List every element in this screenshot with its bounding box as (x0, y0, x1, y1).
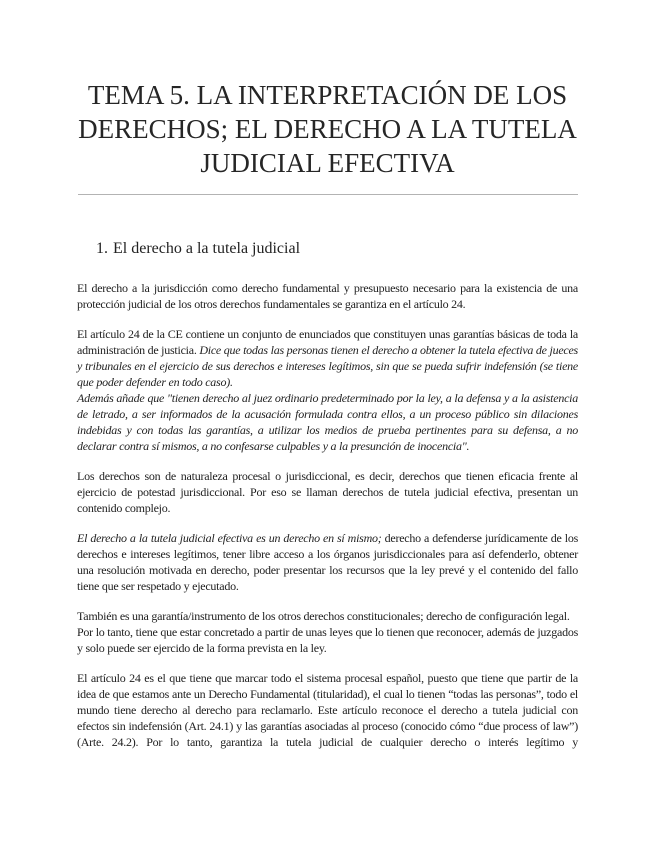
document-body (77, 280, 578, 764)
paragraph-3 (77, 468, 578, 516)
section-heading (96, 239, 300, 259)
paragraph-text: También es una garantía/instrumento de los otros derechos constitucionales; derecho de configuración legal. (77, 609, 570, 623)
paragraph-text: El artículo 24 de la CE contiene un conjunto de enunciados que constituyen unas garantías básicas de toda la administración de justicia. (77, 327, 578, 357)
paragraph-4 (77, 530, 578, 594)
title-line-2: DERECHOS; EL DERECHO A LA TUTELA (78, 114, 577, 144)
italic-quote-text: Además añade que "tienen derecho al juez ordinario predeterminado por la ley, a la defensa y a la asistencia de letrado, a ser informados de la acusación formulada contra ellos, a un proceso público sin dilaciones indebidas y con todas las garantías, a utilizar los medios de prueba pertinentes para su defensa, a no declarar contra sí mismos, a no confesarse culpables y a la presunción de inocencia". (77, 391, 578, 453)
paragraph-text: El artículo 24 es el que tiene que marcar todo el sistema procesal español, puesto que tiene que partir de la idea de que estamos ante un Derecho Fundamental (titularidad), el cual lo tienen “todas las personas”, todo el mundo tiene derecho al derecho para reclamarlo. Este artículo reconoce el derecho a tutela judicial con efectos sin indefensión (Art. 24.1) y las garantías asociadas al proceso (conocido cómo “due process of law”) (Arte. 24.2). Por lo tanto, garantiza la tutela judicial de cualquier derecho o interés legítimo y (77, 671, 578, 749)
title-line-1: TEMA 5. LA INTERPRETACIÓN DE LOS (87, 80, 568, 110)
title-divider (78, 194, 578, 195)
paragraph-5 (77, 608, 578, 656)
paragraph-2 (77, 326, 578, 454)
italic-text: El derecho a la tutela judicial efectiva es un derecho en sí mismo; (77, 531, 382, 545)
paragraph-text: Por lo tanto, tiene que estar concretado a partir de unas leyes que lo tienen que reconocer, además de juzgados y solo puede ser ejercido de la forma prevista en la ley. (77, 625, 578, 655)
title-line-3: JUDICIAL EFECTIVA (200, 148, 455, 178)
paragraph-text: El derecho a la jurisdicción como derecho fundamental y presupuesto necesario para la existencia de una protección judicial de los otros derechos fundamentales se garantiza en el artículo 24. (77, 281, 578, 311)
section-heading-text: El derecho a la tutela judicial (113, 240, 301, 257)
italic-text: Dice que todas las personas tienen el derecho a obtener la tutela efectiva de jueces y tribunales en el ejercicio de sus derechos e intereses legítimos, sin que se pueda sufrir indefensión (se tiene que poder defender en todo caso). (77, 343, 578, 389)
paragraph-text: derecho a defenderse jurídicamente de los derechos e intereses legítimos, tener libre acceso a los órganos jurisdiccionales para así defenderlo, obtener una resolución motivada en derecho, poder presentar los recursos que la ley prevé y el contenido del fallo tiene que ser respetado y ejecutado. (77, 531, 578, 593)
section-number: 1. (96, 240, 108, 257)
document-title (70, 78, 585, 180)
paragraph-6 (77, 670, 578, 750)
paragraph-text: Los derechos son de naturaleza procesal o jurisdiccional, es decir, derechos que tienen eficacia frente al ejercicio de potestad jurisdiccional. Por eso se llaman derechos de tutela judicial efectiva, presentan un contenido complejo. (77, 469, 578, 515)
paragraph-1 (77, 280, 578, 312)
